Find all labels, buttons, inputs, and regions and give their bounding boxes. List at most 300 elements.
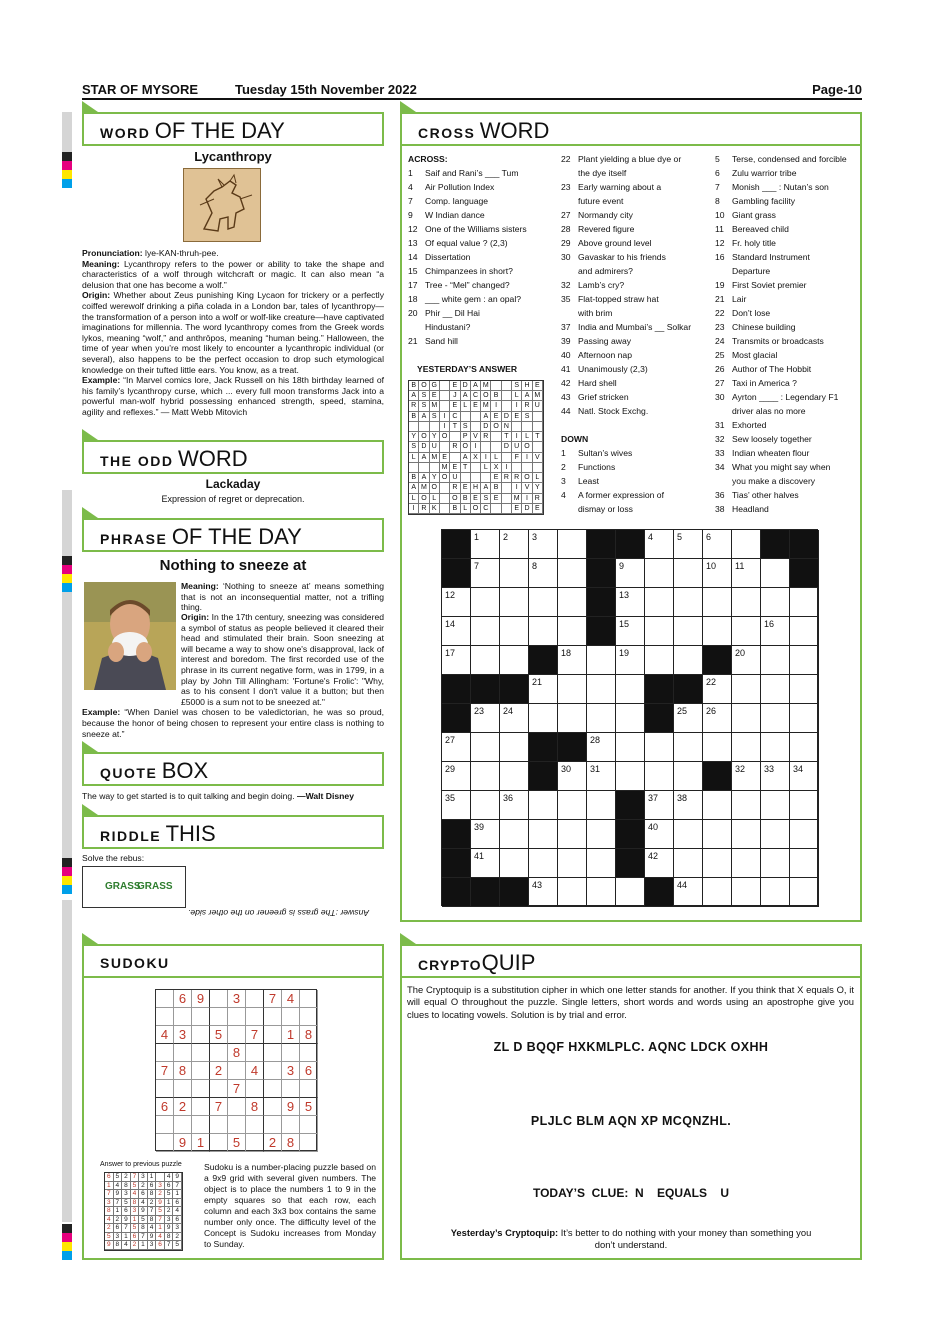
sudoku-empty[interactable]	[246, 1044, 264, 1062]
clue-text: Most glacial	[732, 350, 778, 360]
answer-letter: A	[481, 483, 491, 493]
crossword-cell[interactable]	[732, 733, 761, 762]
crossword-cell[interactable]	[732, 820, 761, 849]
crossword-cell[interactable]	[645, 791, 674, 820]
crossword-cell[interactable]	[529, 530, 558, 559]
crossword-cell[interactable]	[761, 704, 790, 733]
sudoku-empty[interactable]	[192, 1062, 210, 1080]
odd-word: Lackaday	[205, 477, 261, 491]
crossword-cell[interactable]	[500, 588, 529, 617]
sudoku-empty[interactable]	[156, 1116, 174, 1134]
clue-number: 5	[715, 154, 720, 164]
answer-letter: D	[481, 422, 491, 432]
cell-number: 2	[503, 532, 509, 542]
crossword-cell[interactable]	[645, 646, 674, 675]
crossword-cell[interactable]	[587, 791, 616, 820]
riddle-prompt: Solve the rebus:	[82, 853, 145, 863]
cell-number: 22	[706, 677, 717, 687]
crossword-cell[interactable]	[616, 878, 645, 907]
sudoku-empty[interactable]	[300, 1044, 318, 1062]
crossword-cell[interactable]	[616, 617, 645, 646]
crossword-cell[interactable]	[790, 849, 819, 878]
crossword-cell[interactable]	[703, 530, 732, 559]
sudoku-empty[interactable]	[192, 1044, 210, 1062]
crossword-cell[interactable]	[674, 849, 703, 878]
crossword-cell[interactable]	[703, 588, 732, 617]
crossword-cell[interactable]	[674, 646, 703, 675]
crossword-cell[interactable]	[674, 791, 703, 820]
crossword-cell[interactable]	[587, 762, 616, 791]
answer-blank	[491, 442, 501, 452]
cell-number: 37	[648, 793, 659, 803]
crossword-cell[interactable]	[558, 559, 587, 588]
crossword-cell[interactable]	[761, 733, 790, 762]
crossword-cell[interactable]	[529, 704, 558, 733]
sudoku-empty[interactable]	[156, 1044, 174, 1062]
sudoku-empty[interactable]	[282, 1008, 300, 1026]
sudoku-empty[interactable]	[264, 1008, 282, 1026]
crossword-cell[interactable]	[529, 791, 558, 820]
sudoku-given: 1	[192, 1134, 210, 1152]
black-square	[500, 878, 529, 907]
answer-letter: C	[450, 412, 460, 422]
sudoku-empty[interactable]	[264, 1116, 282, 1134]
clue-number: 40	[561, 350, 571, 360]
previous-answer-digit: 3	[139, 1173, 148, 1182]
answer-letter: A	[461, 453, 471, 463]
crossword-cell[interactable]	[674, 530, 703, 559]
crossword-cell[interactable]	[703, 617, 732, 646]
answer-letter: E	[471, 401, 481, 411]
sudoku-empty[interactable]	[210, 1134, 228, 1152]
crossword-cell[interactable]	[587, 646, 616, 675]
sudoku-empty[interactable]	[174, 1080, 192, 1098]
clue-text: Least	[578, 476, 600, 486]
crossword-cell[interactable]	[616, 762, 645, 791]
previous-answer-digit: 1	[122, 1233, 131, 1242]
cell-number: 15	[619, 619, 630, 629]
crossword-cell[interactable]	[529, 675, 558, 704]
crossword-cell[interactable]	[471, 849, 500, 878]
crossword-cell[interactable]	[471, 762, 500, 791]
crossword-cell[interactable]	[500, 791, 529, 820]
crossword-cell[interactable]	[558, 704, 587, 733]
crossword-cell[interactable]	[500, 530, 529, 559]
clue-number: 41	[561, 364, 571, 374]
black-square	[587, 530, 616, 559]
sudoku-empty[interactable]	[156, 990, 174, 1008]
clue-text: Transmits or broadcasts	[732, 336, 824, 346]
answer-letter: O	[430, 483, 440, 493]
crossword-cell[interactable]	[529, 849, 558, 878]
crossword-cell[interactable]	[587, 733, 616, 762]
previous-answer-digit: 7	[114, 1199, 123, 1208]
crossword-cell[interactable]	[674, 588, 703, 617]
crossword-cell[interactable]	[471, 704, 500, 733]
answer-letter: I	[440, 422, 450, 432]
previous-answer-digit: 2	[165, 1207, 174, 1216]
answer-blank	[522, 463, 532, 473]
answer-letter: A	[409, 483, 419, 493]
crossword-cell[interactable]	[732, 646, 761, 675]
answer-letter: R	[522, 401, 532, 411]
word-of-day-word: Lycanthropy	[194, 149, 272, 164]
answer-letter: D	[419, 442, 429, 452]
crossword-cell[interactable]	[761, 646, 790, 675]
crossword-cell[interactable]	[761, 559, 790, 588]
sudoku-empty[interactable]	[264, 1044, 282, 1062]
clue-number: 22	[715, 308, 725, 318]
black-square	[529, 762, 558, 791]
crossword-cell[interactable]	[616, 588, 645, 617]
crossword-cell[interactable]	[645, 559, 674, 588]
crossword-cell[interactable]	[587, 849, 616, 878]
crossword-cell[interactable]	[703, 791, 732, 820]
clue-text: Standard Instrument	[732, 252, 810, 262]
crossword-cell[interactable]	[500, 617, 529, 646]
answer-blank	[430, 463, 440, 473]
crossword-cell[interactable]	[703, 733, 732, 762]
crossword-cell[interactable]	[500, 849, 529, 878]
crossword-cell[interactable]	[587, 704, 616, 733]
crossword-cell[interactable]	[471, 791, 500, 820]
sudoku-empty[interactable]	[246, 990, 264, 1008]
sudoku-empty[interactable]	[192, 1116, 210, 1134]
quote-text: The way to get started is to quit talking and begin doing. —Walt Disney	[82, 791, 354, 801]
black-square	[703, 762, 732, 791]
crossword-cell[interactable]	[732, 849, 761, 878]
crossword-cell[interactable]	[471, 588, 500, 617]
sudoku-empty[interactable]	[264, 1080, 282, 1098]
sudoku-grid	[155, 989, 317, 1151]
crossword-cell[interactable]	[587, 878, 616, 907]
crossword-cell[interactable]	[645, 530, 674, 559]
crossword-cell[interactable]	[616, 733, 645, 762]
crossword-cell[interactable]	[761, 762, 790, 791]
previous-answer-digit: 2	[122, 1173, 131, 1182]
todays-clue: TODAY’S CLUE: N EQUALS U	[532, 1186, 730, 1200]
sudoku-empty[interactable]	[264, 1098, 282, 1116]
answer-letter: X	[471, 453, 481, 463]
cell-number: 4	[648, 532, 654, 542]
crossword-cell[interactable]	[645, 762, 674, 791]
crossword-cell[interactable]	[558, 878, 587, 907]
crossword-cell[interactable]	[703, 675, 732, 704]
crossword-cell[interactable]	[645, 849, 674, 878]
crossword-cell[interactable]	[790, 646, 819, 675]
sudoku-empty[interactable]	[192, 1026, 210, 1044]
sudoku-empty[interactable]	[210, 990, 228, 1008]
crossword-cell[interactable]	[442, 762, 471, 791]
crossword-cell[interactable]	[761, 849, 790, 878]
crossword-cell[interactable]	[471, 617, 500, 646]
crossword-cell[interactable]	[616, 559, 645, 588]
answer-letter: A	[409, 391, 419, 401]
black-square	[529, 646, 558, 675]
previous-answer-digit: 5	[105, 1233, 114, 1242]
crossword-cell[interactable]	[790, 820, 819, 849]
crossword-cell[interactable]	[558, 849, 587, 878]
crossword-cell[interactable]	[616, 704, 645, 733]
crossword-cell[interactable]	[674, 820, 703, 849]
crossword-cell[interactable]	[500, 820, 529, 849]
sudoku-empty[interactable]	[264, 1062, 282, 1080]
cell-number: 36	[503, 793, 514, 803]
previous-answer-digit: 9	[122, 1216, 131, 1225]
crossword-cell[interactable]	[558, 530, 587, 559]
sudoku-empty[interactable]	[156, 1134, 174, 1152]
rebus-right: GRASS	[137, 881, 173, 892]
answer-blank	[533, 412, 543, 422]
clue-text: Sand hill	[425, 336, 458, 346]
previous-answer-digit: 1	[173, 1190, 182, 1199]
sudoku-empty[interactable]	[210, 1044, 228, 1062]
previous-answer-digit: 8	[139, 1224, 148, 1233]
crossword-cell[interactable]	[529, 617, 558, 646]
cryptoquip-header: CRYPTOQUIP	[400, 944, 862, 978]
previous-answer-digit: 2	[131, 1241, 140, 1250]
crossword-cell[interactable]	[790, 704, 819, 733]
clue-number: 13	[408, 238, 418, 248]
sudoku-empty[interactable]	[156, 1080, 174, 1098]
crossword-cell[interactable]	[529, 820, 558, 849]
sudoku-empty[interactable]	[156, 1008, 174, 1026]
sudoku-empty[interactable]	[174, 1116, 192, 1134]
crossword-cell[interactable]	[732, 791, 761, 820]
crossword-cell[interactable]	[529, 588, 558, 617]
crossword-cell[interactable]	[761, 820, 790, 849]
crossword-cell[interactable]	[732, 675, 761, 704]
sudoku-empty[interactable]	[264, 1026, 282, 1044]
crossword-cell[interactable]	[761, 617, 790, 646]
crossword-cell[interactable]	[790, 733, 819, 762]
clue-number: 26	[715, 364, 725, 374]
sudoku-empty[interactable]	[210, 1008, 228, 1026]
answer-letter: L	[522, 432, 532, 442]
crossword-cell[interactable]	[500, 559, 529, 588]
sudoku-empty[interactable]	[300, 1080, 318, 1098]
crossword-cell[interactable]	[471, 646, 500, 675]
cell-number: 17	[445, 648, 456, 658]
black-square	[674, 675, 703, 704]
crossword-cell[interactable]	[558, 820, 587, 849]
sudoku-empty[interactable]	[228, 1098, 246, 1116]
crossword-cell[interactable]	[790, 617, 819, 646]
previous-answer-digit: 9	[114, 1190, 123, 1199]
sudoku-empty[interactable]	[246, 1134, 264, 1152]
crossword-cell[interactable]	[442, 617, 471, 646]
answer-blank	[440, 391, 450, 401]
clue-text: Early warning about a	[578, 182, 662, 192]
previous-answer-digit: 7	[139, 1233, 148, 1242]
clue-number: 7	[715, 182, 720, 192]
crossword-cell[interactable]	[790, 878, 819, 907]
crossword-cell[interactable]	[471, 733, 500, 762]
crossword-cell[interactable]	[674, 617, 703, 646]
cell-number: 33	[764, 764, 775, 774]
crossword-cell[interactable]	[674, 733, 703, 762]
crossword-cell[interactable]	[558, 762, 587, 791]
sudoku-empty[interactable]	[300, 990, 318, 1008]
crossword-cell[interactable]	[442, 588, 471, 617]
clue-number: 9	[408, 210, 413, 220]
crossword-cell[interactable]	[732, 530, 761, 559]
sudoku-empty[interactable]	[210, 1080, 228, 1098]
answer-letter: M	[481, 381, 491, 391]
crossword-cell[interactable]	[587, 675, 616, 704]
answer-letter: G	[430, 381, 440, 391]
crossword-cell[interactable]	[442, 646, 471, 675]
answer-blank	[440, 401, 450, 411]
crossword-cell[interactable]	[674, 878, 703, 907]
sudoku-empty[interactable]	[174, 1044, 192, 1062]
black-square	[761, 530, 790, 559]
answer-letter: Y	[430, 432, 440, 442]
sudoku-empty[interactable]	[174, 1008, 192, 1026]
crossword-cell[interactable]	[790, 675, 819, 704]
sudoku-empty[interactable]	[300, 1134, 318, 1152]
sudoku-empty[interactable]	[246, 1116, 264, 1134]
answer-letter: E	[440, 453, 450, 463]
phrase-title: Nothing to sneeze at	[159, 557, 307, 574]
crossword-cell[interactable]	[500, 646, 529, 675]
crossword-cell[interactable]	[471, 559, 500, 588]
crossword-cell[interactable]	[703, 849, 732, 878]
sudoku-empty[interactable]	[282, 1080, 300, 1098]
crossword-cell[interactable]	[703, 820, 732, 849]
answer-letter: I	[522, 494, 532, 504]
crossword-cell[interactable]	[703, 878, 732, 907]
crossword-cell[interactable]	[616, 675, 645, 704]
sudoku-empty[interactable]	[300, 1008, 318, 1026]
crossword-cell[interactable]	[558, 617, 587, 646]
clue-number: 33	[715, 448, 725, 458]
crossword-cell[interactable]	[471, 530, 500, 559]
answer-letter: Y	[533, 483, 543, 493]
answer-letter: L	[533, 473, 543, 483]
cell-number: 12	[445, 590, 456, 600]
clue-number: 12	[715, 238, 725, 248]
crossword-cell[interactable]	[558, 588, 587, 617]
clue-number: 30	[561, 252, 571, 262]
crossword-cell[interactable]	[558, 791, 587, 820]
crossword-cell[interactable]	[645, 733, 674, 762]
sudoku-empty[interactable]	[192, 1098, 210, 1116]
clue-text: Zulu warrior tribe	[732, 168, 797, 178]
crossword-cell[interactable]	[674, 762, 703, 791]
crossword-cell[interactable]	[703, 559, 732, 588]
sudoku-empty[interactable]	[228, 1062, 246, 1080]
sudoku-empty[interactable]	[246, 1008, 264, 1026]
crossword-cell[interactable]	[645, 588, 674, 617]
crossword-cell[interactable]	[674, 559, 703, 588]
sudoku-empty[interactable]	[282, 1116, 300, 1134]
answer-blank	[440, 494, 450, 504]
sudoku-empty[interactable]	[300, 1116, 318, 1134]
crossword-cell[interactable]	[500, 704, 529, 733]
crossword-cell[interactable]	[732, 878, 761, 907]
crossword-cell[interactable]	[587, 820, 616, 849]
crossword-cell[interactable]	[790, 791, 819, 820]
answer-blank	[502, 494, 512, 504]
clue-text: Lair	[732, 294, 747, 304]
cipher-line-1: ZL D BQQF HXKMLPLC. AQNC LDCK OXHH	[493, 1040, 769, 1054]
clue-text: Sultan’s wives	[578, 448, 633, 458]
paper-name: STAR OF MYSORE	[82, 82, 199, 97]
answer-letter: R	[481, 432, 491, 442]
crossword-cell[interactable]	[732, 588, 761, 617]
previous-answer-digit: 1	[148, 1173, 157, 1182]
crossword-cell[interactable]	[732, 762, 761, 791]
crossword-cell[interactable]	[471, 820, 500, 849]
crossword-cell[interactable]	[442, 733, 471, 762]
sudoku-empty[interactable]	[282, 1044, 300, 1062]
sudoku-empty[interactable]	[246, 1080, 264, 1098]
sudoku-empty[interactable]	[228, 1008, 246, 1026]
crossword-cell[interactable]	[645, 617, 674, 646]
answer-letter: M	[430, 453, 440, 463]
odd-word-header: THE ODD WORD	[82, 440, 384, 474]
clue-text: Terse, condensed and forcible	[732, 154, 847, 164]
previous-answer-digit: 5	[131, 1224, 140, 1233]
crossword-cell[interactable]	[732, 559, 761, 588]
sudoku-empty[interactable]	[228, 1116, 246, 1134]
crossword-cell[interactable]	[645, 820, 674, 849]
answer-letter: A	[419, 453, 429, 463]
previous-answer-digit: 2	[139, 1182, 148, 1191]
issue-date: Tuesday 15th November 2022	[235, 82, 417, 97]
sudoku-empty[interactable]	[228, 1026, 246, 1044]
previous-answer-digit: 5	[122, 1199, 131, 1208]
answer-letter: B	[409, 473, 419, 483]
crossword-cell[interactable]	[790, 588, 819, 617]
crossword-cell[interactable]	[761, 588, 790, 617]
sudoku-empty[interactable]	[210, 1116, 228, 1134]
clue-number: 1	[408, 168, 413, 178]
previous-answer-digit: 1	[114, 1207, 123, 1216]
crossword-cell[interactable]	[674, 704, 703, 733]
answer-blank	[512, 422, 522, 432]
cell-number: 43	[532, 880, 543, 890]
crossword-cell[interactable]	[790, 762, 819, 791]
sudoku-empty[interactable]	[192, 1080, 210, 1098]
crossword-cell[interactable]	[500, 762, 529, 791]
answer-blank	[430, 422, 440, 432]
crossword-cell[interactable]	[732, 704, 761, 733]
answer-letter: B	[409, 412, 419, 422]
black-square	[587, 588, 616, 617]
clue-number: 12	[408, 224, 418, 234]
clue-text: Natl. Stock Exchg.	[578, 406, 649, 416]
previous-answer-digit: 8	[148, 1216, 157, 1225]
crossword-header: CROSS WORD	[400, 112, 862, 146]
sudoku-empty[interactable]	[192, 1008, 210, 1026]
crossword-cell[interactable]	[529, 878, 558, 907]
crossword-cell[interactable]	[732, 617, 761, 646]
crossword-cell[interactable]	[761, 675, 790, 704]
crossword-cell[interactable]	[761, 878, 790, 907]
crossword-cell[interactable]	[616, 646, 645, 675]
cell-number: 27	[445, 735, 456, 745]
crossword-cell[interactable]	[500, 733, 529, 762]
crossword-cell[interactable]	[558, 675, 587, 704]
crossword-cell[interactable]	[558, 646, 587, 675]
crossword-cell[interactable]	[703, 704, 732, 733]
crossword-cell[interactable]	[529, 559, 558, 588]
black-square	[442, 559, 471, 588]
crossword-cell[interactable]	[442, 791, 471, 820]
crossword-cell[interactable]	[761, 791, 790, 820]
